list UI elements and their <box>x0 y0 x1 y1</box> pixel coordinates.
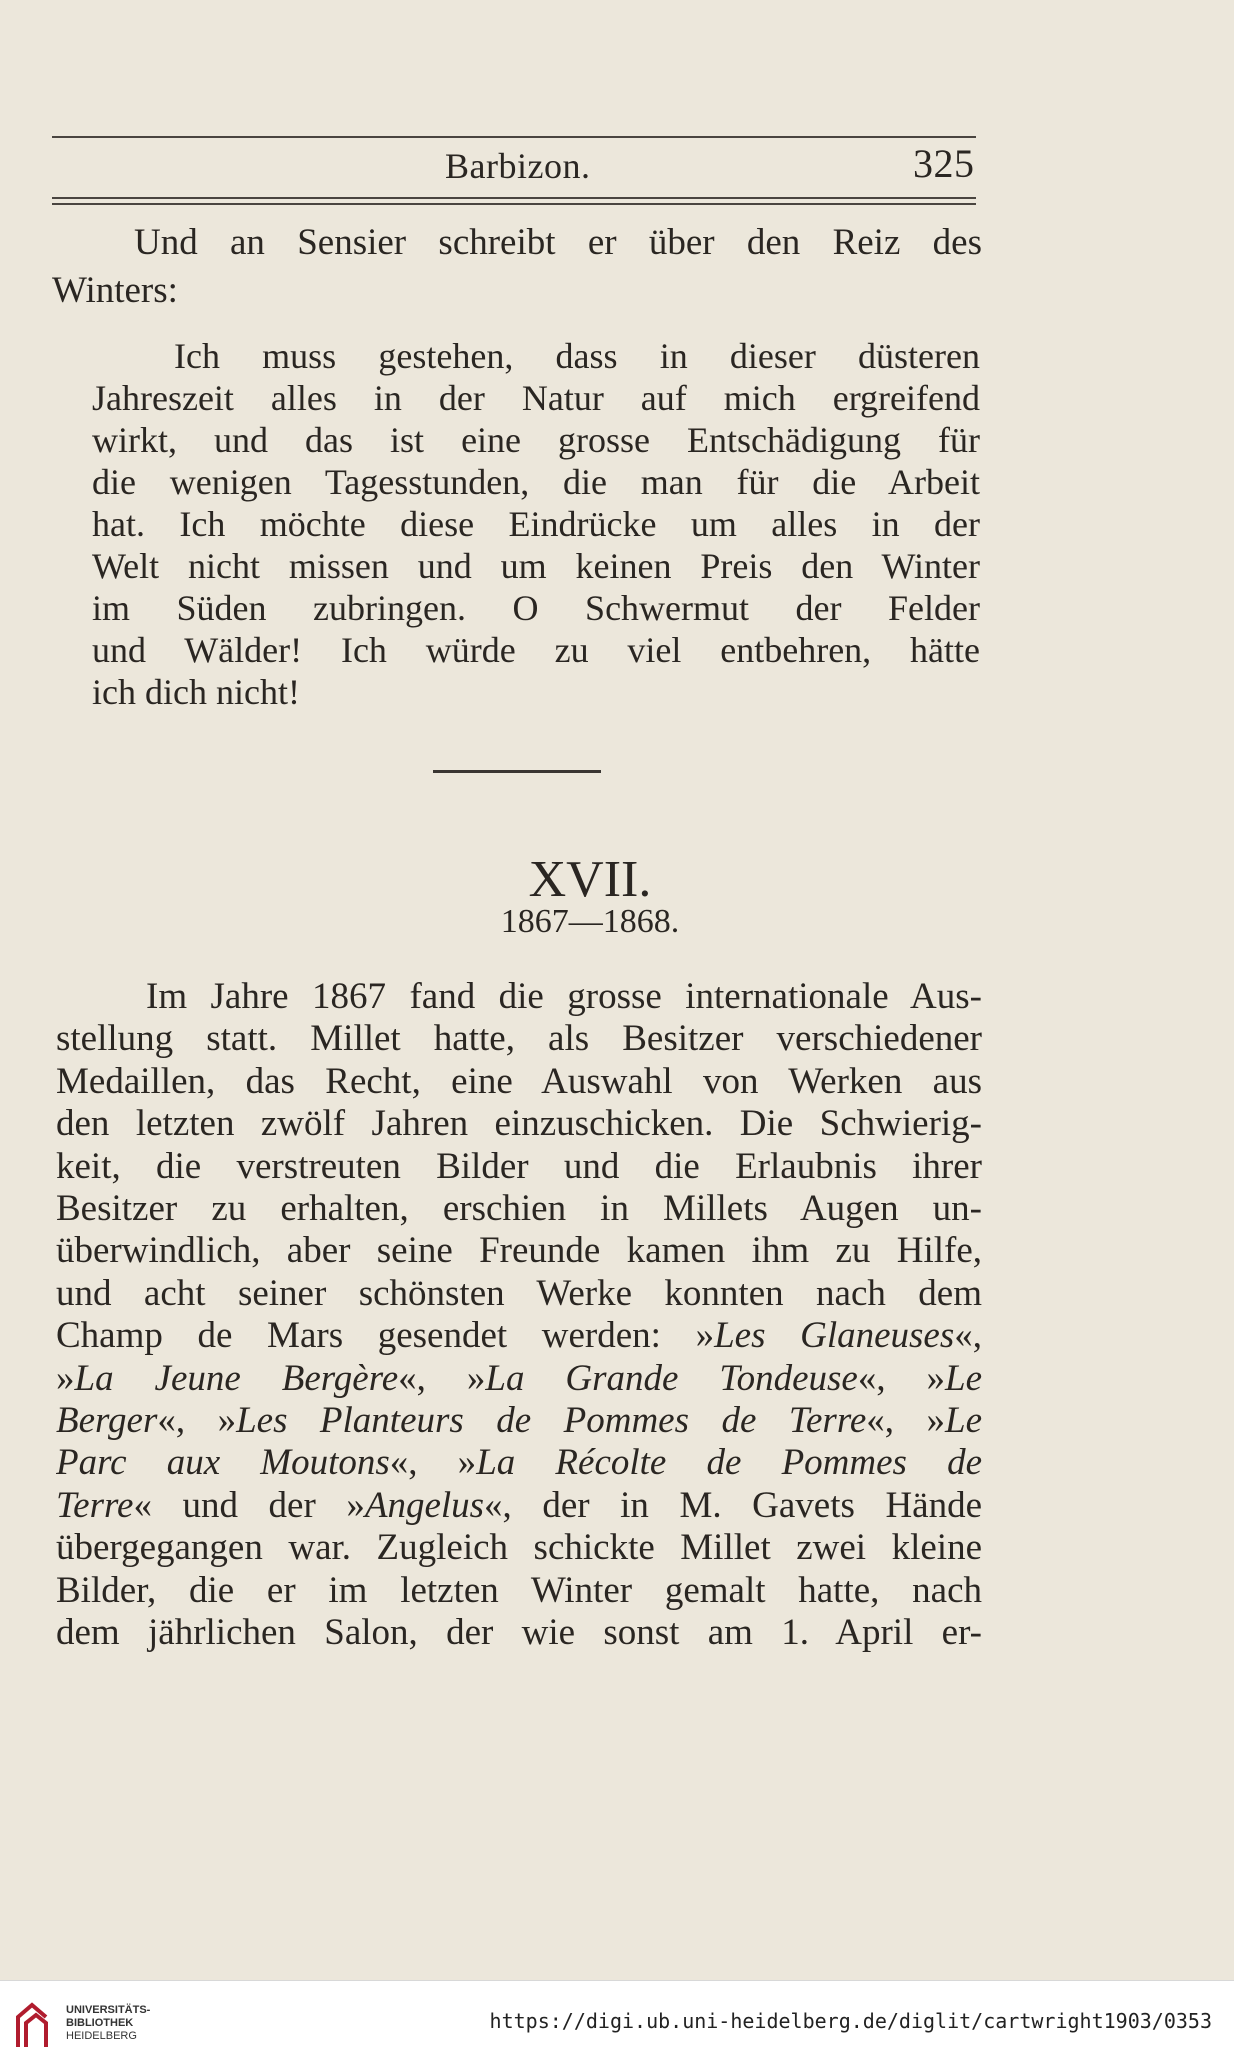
intro-line: Und an Sensier schreibt er über den Reiz des <box>134 224 982 263</box>
body-line: Terre« und der »Angelus«, der in M. Gavets Hände <box>56 1486 982 1526</box>
quote-line: Welt nicht missen und um keinen Preis den Winter <box>92 548 980 586</box>
body-line: Berger«, »Les Planteurs de Pommes de Terre«, »Le <box>56 1402 982 1441</box>
quote-line: Ich muss gestehen, dass in dieser düsteren <box>174 338 980 376</box>
running-head: Barbizon. <box>445 146 591 186</box>
permalink-url[interactable]: https://digi.ub.uni-heidelberg.de/diglit/cartwright1903/0353 <box>489 2009 1212 2033</box>
header-rule-top <box>52 136 976 138</box>
intro-line: Winters: <box>52 270 178 311</box>
quote-line: und Wälder! Ich würde zu viel entbehren, hätte <box>92 632 980 670</box>
body-line: den letzten zwölf Jahren einzuschicken. Die Schwierig- <box>56 1105 982 1145</box>
body-line: »La Jeune Bergère«, »La Grande Tondeuse«, »Le <box>56 1359 982 1399</box>
body-line: und acht seiner schönsten Werke konnten nach dem <box>56 1274 982 1314</box>
chapter-years: 1867—1868. <box>500 903 680 940</box>
section-separator <box>433 770 601 773</box>
page-number: 325 <box>913 141 975 186</box>
quote-line: ich dich nicht! <box>92 672 300 712</box>
chapter-number: XVII. <box>528 851 652 908</box>
body-line: Im Jahre 1867 fand die grosse internationale Aus- <box>146 978 982 1017</box>
body-line: Parc aux Moutons«, »La Récolte de Pommes de <box>56 1444 982 1484</box>
body-line: Besitzer zu erhalten, erschien in Millets Augen un- <box>56 1190 982 1229</box>
body-line: stellung statt. Millet hatte, als Besitzer verschiedener <box>56 1020 982 1060</box>
quote-line: wirkt, und das ist eine grosse Entschädigung für <box>92 422 980 460</box>
viewer-footer <box>0 1980 1234 2069</box>
body-line: Medaillen, das Recht, eine Auswahl von Werken aus <box>56 1062 982 1102</box>
body-line: Bilder, die er im letzten Winter gemalt hatte, nach <box>56 1571 982 1611</box>
body-line: überwindlich, aber seine Freunde kamen ihm zu Hilfe, <box>56 1232 982 1272</box>
quote-line: im Süden zubringen. O Schwermut der Felder <box>92 590 980 628</box>
body-line: übergegangen war. Zugleich schickte Millet zwei kleine <box>56 1529 982 1569</box>
library-logo-icon <box>12 1997 56 2053</box>
body-line: keit, die verstreuten Bilder und die Erlaubnis ihrer <box>56 1147 982 1187</box>
body-line: Champ de Mars gesendet werden: »Les Glaneuses«, <box>56 1317 982 1357</box>
quote-line: hat. Ich möchte diese Eindrücke um alles in der <box>92 506 980 544</box>
library-name: UNIVERSITÄTS- BIBLIOTHEK HEIDELBERG <box>66 2004 151 2042</box>
header-rule-bottom-2 <box>52 203 976 205</box>
header-rule-bottom-1 <box>52 197 976 199</box>
quote-line: Jahreszeit alles in der Natur auf mich ergreifend <box>92 380 980 418</box>
quote-line: die wenigen Tagesstunden, die man für die Arbeit <box>92 464 980 502</box>
body-line: dem jährlichen Salon, der wie sonst am 1. April er- <box>56 1614 982 1653</box>
